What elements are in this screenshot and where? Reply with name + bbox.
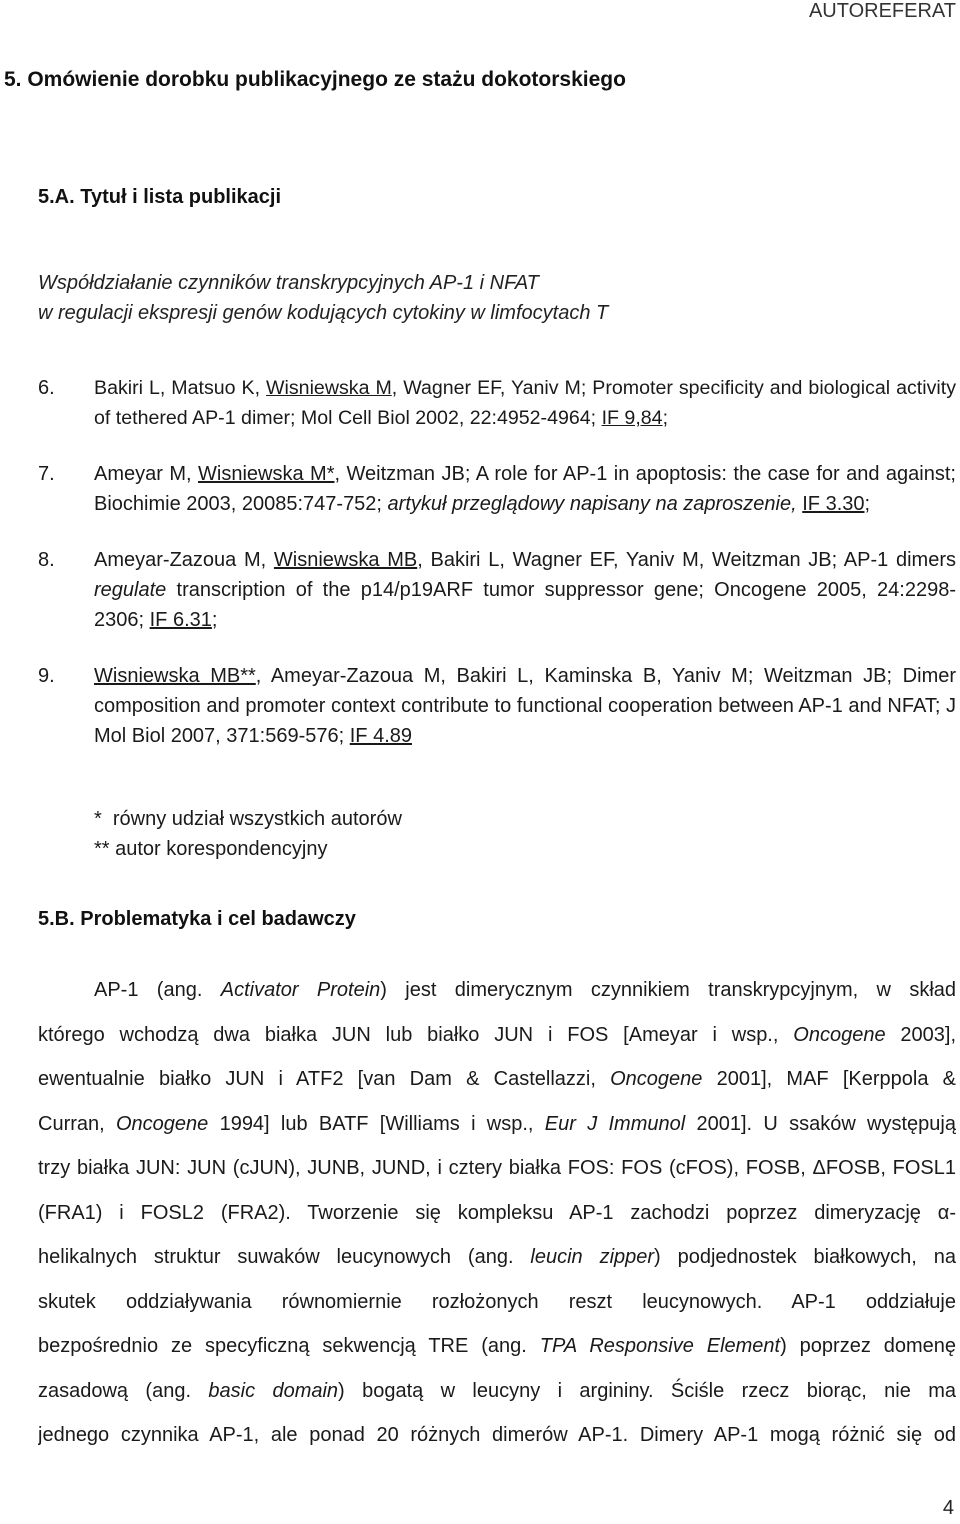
thesis-title	[38, 268, 608, 328]
section-heading: 5. Omówienie dorobku publikacyjnego ze stażu dokotorskiego	[4, 68, 626, 91]
body-paragraph	[38, 968, 956, 1458]
publication-item	[38, 545, 956, 635]
thesis-title-line-2: w regulacji ekspresji genów kodujących cytokiny w limfocytach T	[38, 302, 609, 324]
publication-number: 8.	[38, 549, 55, 571]
publication-citation: Ameyar M, Wisniewska M*, Weitzman JB; A role for AP-1 in apoptosis: the case for and against; Biochimie 2003, 20085:747-752; artykuł przeglądowy napisany na zaproszenie, IF 3.30;	[94, 463, 956, 515]
paragraph-line: (FRA1) i FOSL2 (FRA2). Tworzenie się kompleksu AP-1 zachodzi poprzez dimeryzację α-	[38, 1201, 956, 1224]
impact-factor: IF 3.30	[802, 493, 865, 515]
author-highlight: Wisniewska MB	[273, 549, 418, 571]
paragraph-line: Curran, Oncogene 1994] lub BATF [Williams i wsp., Eur J Immunol 2001]. U ssaków występują	[38, 1112, 956, 1135]
paragraph-line: helikalnych struktur suwaków leucynowych (ang. leucin zipper) podjednostek białkowych, na	[38, 1246, 956, 1268]
paragraph-line: jednego czynnika AP-1, ale ponad 20 różnych dimerów AP-1. Dimery AP-1 mogą różnić się od	[38, 1424, 956, 1446]
paragraph-line: skutek oddziaływania równomiernie rozłożonych reszt leucynowych. AP-1 oddziałuje	[38, 1290, 956, 1313]
publication-item	[38, 459, 956, 519]
author-highlight: Wisniewska MB**	[94, 665, 256, 687]
publication-item	[38, 661, 956, 751]
subsection-b-heading: 5.B. Problematyka i cel badawczy	[38, 908, 356, 930]
paragraph-line: ewentualnie białko JUN i ATF2 [van Dam & Castellazzi, Oncogene 2001], MAF [Kerppola &	[38, 1068, 956, 1090]
impact-factor: IF 4.89	[349, 725, 412, 747]
impact-factor: IF 9,84	[601, 407, 663, 429]
author-highlight: Wisniewska M*	[198, 463, 335, 485]
footnote-equal-contribution: * równy udział wszystkich autorów	[94, 808, 402, 830]
publication-list	[38, 373, 956, 777]
publication-citation: Wisniewska MB**, Ameyar-Zazoua M, Bakiri L, Kaminska B, Yaniv M; Weitzman JB; Dimer composition and promoter context contribute to functional cooperation between AP-1 and NFAT; J Mol Biol 2007, 371:569-576; IF 4.89	[94, 665, 957, 747]
author-highlight: Wisniewska M	[266, 377, 392, 399]
paragraph-line: AP-1 (ang. Activator Protein) jest dimerycznym czynnikiem transkrypcyjnym, w skład	[94, 979, 956, 1001]
publication-number: 7.	[38, 463, 55, 485]
footnote-corresponding-author: ** autor korespondencyjny	[94, 838, 328, 860]
paragraph-line: bezpośrednio ze specyficzną sekwencją TRE (ang. TPA Responsive Element) poprzez domenę	[38, 1335, 956, 1357]
thesis-title-line-1: Współdziałanie czynników transkrypcyjnych AP-1 i NFAT	[38, 272, 539, 294]
page-number: 4	[942, 1497, 954, 1519]
paragraph-line: zasadową (ang. basic domain) bogatą w leucyny i argininy. Ściśle rzecz biorąc, nie ma	[38, 1379, 956, 1402]
publication-citation: Ameyar-Zazoua M, Wisniewska MB, Bakiri L, Wagner EF, Yaniv M, Weitzman JB; AP-1 dimers regulate transcription of the p14/p19ARF tumor suppressor gene; Oncogene 2005, 24:2298-2306; IF 6.31;	[94, 549, 956, 631]
document-header: AUTOREFERAT	[808, 0, 956, 22]
publication-item	[38, 373, 956, 433]
publication-number: 9.	[38, 665, 55, 687]
publication-number: 6.	[38, 377, 55, 399]
paragraph-line: trzy białka JUN: JUN (cJUN), JUNB, JUND, i cztery białka FOS: FOS (cFOS), FOSB, ΔFOSB, FOSL1	[38, 1157, 956, 1179]
impact-factor: IF 6.31	[149, 609, 212, 631]
footnotes	[94, 804, 402, 864]
subsection-a-heading: 5.A. Tytuł i lista publikacji	[38, 186, 282, 208]
paragraph-line: którego wchodzą dwa białka JUN lub białko JUN i FOS [Ameyar i wsp., Oncogene 2003],	[38, 1023, 956, 1046]
review-note: artykuł przeglądowy napisany na zaproszenie,	[387, 493, 797, 515]
publication-citation: Bakiri L, Matsuo K, Wisniewska M, Wagner EF, Yaniv M; Promoter specificity and biological activity of tethered AP-1 dimer; Mol Cell Biol 2002, 22:4952-4964; IF 9,84;	[94, 377, 956, 429]
